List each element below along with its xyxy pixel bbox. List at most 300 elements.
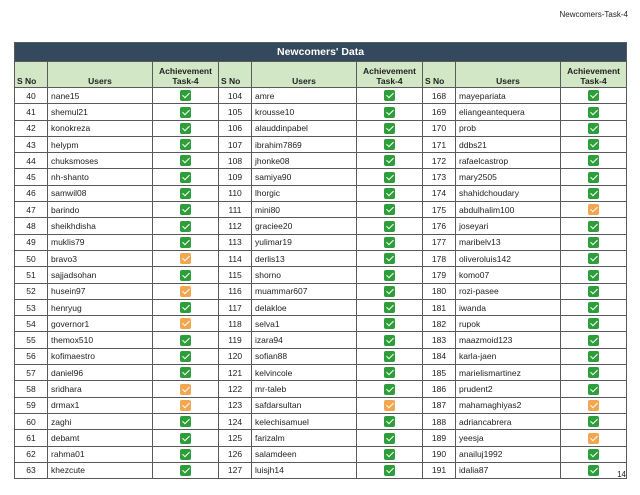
username-cell: kelechisamuel xyxy=(252,413,357,429)
achievement-cell xyxy=(153,267,219,283)
username-cell: bravo3 xyxy=(48,250,153,266)
table-row xyxy=(15,381,627,397)
achievement-cell xyxy=(357,218,423,234)
serial-number-cell: 174 xyxy=(423,185,456,201)
username-cell: chuksmoses xyxy=(48,153,153,169)
green-checkmark-icon xyxy=(588,221,599,232)
achievement-cell xyxy=(153,397,219,413)
username-cell: mary2505 xyxy=(456,169,561,185)
username-cell: graciee20 xyxy=(252,218,357,234)
achievement-cell xyxy=(153,462,219,478)
serial-number-cell: 54 xyxy=(15,316,48,332)
green-checkmark-icon xyxy=(384,465,395,476)
green-checkmark-icon xyxy=(180,107,191,118)
achievement-cell xyxy=(357,234,423,250)
achievement-cell xyxy=(153,234,219,250)
username-cell: shorno xyxy=(252,267,357,283)
username-cell: sofian88 xyxy=(252,348,357,364)
username-cell: maazmoid123 xyxy=(456,332,561,348)
username-cell: jhonke08 xyxy=(252,153,357,169)
achievement-cell xyxy=(153,446,219,462)
green-checkmark-icon xyxy=(180,139,191,150)
serial-number-cell: 169 xyxy=(423,104,456,120)
achievement-cell xyxy=(153,104,219,120)
table-row xyxy=(15,446,627,462)
achievement-cell xyxy=(153,430,219,446)
serial-number-cell: 56 xyxy=(15,348,48,364)
achievement-cell xyxy=(561,153,627,169)
column-header-sno: S No xyxy=(423,62,456,88)
username-cell: drmax1 xyxy=(48,397,153,413)
serial-number-cell: 124 xyxy=(219,413,252,429)
achievement-cell xyxy=(153,250,219,266)
green-checkmark-icon xyxy=(384,433,395,444)
green-checkmark-icon xyxy=(384,302,395,313)
username-cell: muklis79 xyxy=(48,234,153,250)
column-header-sno: S No xyxy=(15,62,48,88)
serial-number-cell: 109 xyxy=(219,169,252,185)
username-cell: debamt xyxy=(48,430,153,446)
green-checkmark-icon xyxy=(384,237,395,248)
achievement-cell xyxy=(153,381,219,397)
username-cell: mini80 xyxy=(252,202,357,218)
achievement-cell xyxy=(357,267,423,283)
green-checkmark-icon xyxy=(588,237,599,248)
table-row xyxy=(15,413,627,429)
green-checkmark-icon xyxy=(588,351,599,362)
table-row xyxy=(15,202,627,218)
green-checkmark-icon xyxy=(384,416,395,427)
username-cell: konokreza xyxy=(48,120,153,136)
username-cell: khezcute xyxy=(48,462,153,478)
achievement-cell xyxy=(561,413,627,429)
achievement-cell xyxy=(357,316,423,332)
username-cell: idalia87 xyxy=(456,462,561,478)
green-checkmark-icon xyxy=(180,188,191,199)
achievement-cell xyxy=(357,283,423,299)
achievement-cell xyxy=(561,430,627,446)
green-checkmark-icon xyxy=(588,416,599,427)
achievement-cell xyxy=(561,365,627,381)
achievement-cell xyxy=(357,136,423,152)
serial-number-cell: 177 xyxy=(423,234,456,250)
table-title: Newcomers' Data xyxy=(15,43,627,62)
serial-number-cell: 110 xyxy=(219,185,252,201)
username-cell: maribelv13 xyxy=(456,234,561,250)
username-cell: lhorgic xyxy=(252,185,357,201)
green-checkmark-icon xyxy=(384,188,395,199)
serial-number-cell: 183 xyxy=(423,332,456,348)
green-checkmark-icon xyxy=(384,139,395,150)
achievement-cell xyxy=(357,169,423,185)
achievement-cell xyxy=(357,202,423,218)
achievement-cell xyxy=(357,430,423,446)
serial-number-cell: 188 xyxy=(423,413,456,429)
serial-number-cell: 181 xyxy=(423,299,456,315)
achievement-cell xyxy=(153,202,219,218)
username-cell: samiya90 xyxy=(252,169,357,185)
green-checkmark-icon xyxy=(588,155,599,166)
serial-number-cell: 180 xyxy=(423,283,456,299)
username-cell: kelvincole xyxy=(252,365,357,381)
table-row xyxy=(15,365,627,381)
achievement-cell xyxy=(357,365,423,381)
achievement-cell xyxy=(357,348,423,364)
username-cell: shemul21 xyxy=(48,104,153,120)
serial-number-cell: 48 xyxy=(15,218,48,234)
serial-number-cell: 44 xyxy=(15,153,48,169)
achievement-cell xyxy=(561,185,627,201)
username-cell: daniel96 xyxy=(48,365,153,381)
username-cell: henryug xyxy=(48,299,153,315)
green-checkmark-icon xyxy=(384,351,395,362)
achievement-cell xyxy=(153,348,219,364)
table-row xyxy=(15,299,627,315)
serial-number-cell: 53 xyxy=(15,299,48,315)
table-row xyxy=(15,250,627,266)
achievement-cell xyxy=(561,250,627,266)
serial-number-cell: 187 xyxy=(423,397,456,413)
achievement-cell xyxy=(561,136,627,152)
username-cell: kofimaestro xyxy=(48,348,153,364)
serial-number-cell: 62 xyxy=(15,446,48,462)
green-checkmark-icon xyxy=(180,270,191,281)
green-checkmark-icon xyxy=(180,449,191,460)
achievement-cell xyxy=(153,283,219,299)
username-cell: sajjadsohan xyxy=(48,267,153,283)
column-header-users: Users xyxy=(252,62,357,88)
green-checkmark-icon xyxy=(588,286,599,297)
username-cell: nane15 xyxy=(48,88,153,104)
username-cell: prob xyxy=(456,120,561,136)
username-cell: joseyari xyxy=(456,218,561,234)
serial-number-cell: 117 xyxy=(219,299,252,315)
username-cell: sheikhdisha xyxy=(48,218,153,234)
table-row xyxy=(15,185,627,201)
achievement-cell xyxy=(561,446,627,462)
serial-number-cell: 191 xyxy=(423,462,456,478)
username-cell: yulimar19 xyxy=(252,234,357,250)
achievement-cell xyxy=(357,250,423,266)
achievement-cell xyxy=(561,120,627,136)
green-checkmark-icon xyxy=(588,335,599,346)
column-header-users: Users xyxy=(456,62,561,88)
serial-number-cell: 50 xyxy=(15,250,48,266)
table-row xyxy=(15,218,627,234)
green-checkmark-icon xyxy=(180,433,191,444)
username-cell: derlis13 xyxy=(252,250,357,266)
green-checkmark-icon xyxy=(384,253,395,264)
serial-number-cell: 47 xyxy=(15,202,48,218)
serial-number-cell: 120 xyxy=(219,348,252,364)
achievement-cell xyxy=(153,218,219,234)
serial-number-cell: 189 xyxy=(423,430,456,446)
serial-number-cell: 55 xyxy=(15,332,48,348)
green-checkmark-icon xyxy=(588,367,599,378)
serial-number-cell: 104 xyxy=(219,88,252,104)
username-cell: rupok xyxy=(456,316,561,332)
username-cell: alauddinpabel xyxy=(252,120,357,136)
green-checkmark-icon xyxy=(588,188,599,199)
achievement-cell xyxy=(153,185,219,201)
serial-number-cell: 176 xyxy=(423,218,456,234)
serial-number-cell: 111 xyxy=(219,202,252,218)
serial-number-cell: 105 xyxy=(219,104,252,120)
green-checkmark-icon xyxy=(180,155,191,166)
table-row xyxy=(15,136,627,152)
serial-number-cell: 60 xyxy=(15,413,48,429)
achievement-cell xyxy=(357,381,423,397)
username-cell: salamdeen xyxy=(252,446,357,462)
green-checkmark-icon xyxy=(588,449,599,460)
green-checkmark-icon xyxy=(180,90,191,101)
achievement-cell xyxy=(561,267,627,283)
table-row xyxy=(15,88,627,104)
green-checkmark-icon xyxy=(588,465,599,476)
serial-number-cell: 173 xyxy=(423,169,456,185)
achievement-cell xyxy=(153,153,219,169)
orange-checkmark-icon xyxy=(384,400,395,411)
table-row xyxy=(15,283,627,299)
username-cell: safdarsultan xyxy=(252,397,357,413)
green-checkmark-icon xyxy=(384,155,395,166)
username-cell: barindo xyxy=(48,202,153,218)
orange-checkmark-icon xyxy=(180,384,191,395)
column-header-users: Users xyxy=(48,62,153,88)
orange-checkmark-icon xyxy=(588,204,599,215)
achievement-cell xyxy=(561,218,627,234)
serial-number-cell: 125 xyxy=(219,430,252,446)
username-cell: zaghi xyxy=(48,413,153,429)
table-row xyxy=(15,234,627,250)
serial-number-cell: 190 xyxy=(423,446,456,462)
page-number: 14 xyxy=(617,470,626,479)
green-checkmark-icon xyxy=(180,204,191,215)
green-checkmark-icon xyxy=(384,286,395,297)
username-cell: ibrahim7869 xyxy=(252,136,357,152)
username-cell: adriancabrera xyxy=(456,413,561,429)
green-checkmark-icon xyxy=(180,335,191,346)
table-row xyxy=(15,104,627,120)
username-cell: muammar607 xyxy=(252,283,357,299)
username-cell: mayepariata xyxy=(456,88,561,104)
serial-number-cell: 106 xyxy=(219,120,252,136)
serial-number-cell: 57 xyxy=(15,365,48,381)
achievement-cell xyxy=(561,348,627,364)
table-row xyxy=(15,348,627,364)
orange-checkmark-icon xyxy=(180,318,191,329)
achievement-cell xyxy=(153,413,219,429)
username-cell: delakloe xyxy=(252,299,357,315)
green-checkmark-icon xyxy=(384,449,395,460)
achievement-cell xyxy=(357,299,423,315)
serial-number-cell: 63 xyxy=(15,462,48,478)
username-cell: governor1 xyxy=(48,316,153,332)
achievement-cell xyxy=(357,88,423,104)
username-cell: rozi-pasee xyxy=(456,283,561,299)
green-checkmark-icon xyxy=(180,123,191,134)
achievement-cell xyxy=(561,234,627,250)
orange-checkmark-icon xyxy=(180,400,191,411)
green-checkmark-icon xyxy=(588,318,599,329)
achievement-cell xyxy=(561,88,627,104)
username-cell: husein97 xyxy=(48,283,153,299)
green-checkmark-icon xyxy=(588,90,599,101)
green-checkmark-icon xyxy=(180,221,191,232)
username-cell: mr-taleb xyxy=(252,381,357,397)
achievement-cell xyxy=(153,120,219,136)
username-cell: komo07 xyxy=(456,267,561,283)
table-row xyxy=(15,397,627,413)
username-cell: ddbs21 xyxy=(456,136,561,152)
green-checkmark-icon xyxy=(588,172,599,183)
username-cell: krousse10 xyxy=(252,104,357,120)
table-row xyxy=(15,430,627,446)
serial-number-cell: 123 xyxy=(219,397,252,413)
username-cell: selva1 xyxy=(252,316,357,332)
achievement-cell xyxy=(357,413,423,429)
username-cell: samwil08 xyxy=(48,185,153,201)
username-cell: themox510 xyxy=(48,332,153,348)
green-checkmark-icon xyxy=(180,302,191,313)
serial-number-cell: 119 xyxy=(219,332,252,348)
achievement-cell xyxy=(357,332,423,348)
username-cell: luisjh14 xyxy=(252,462,357,478)
green-checkmark-icon xyxy=(384,221,395,232)
serial-number-cell: 107 xyxy=(219,136,252,152)
table-row xyxy=(15,153,627,169)
green-checkmark-icon xyxy=(384,107,395,118)
serial-number-cell: 168 xyxy=(423,88,456,104)
serial-number-cell: 112 xyxy=(219,218,252,234)
achievement-cell xyxy=(153,169,219,185)
green-checkmark-icon xyxy=(384,204,395,215)
username-cell: abdulhalim100 xyxy=(456,202,561,218)
achievement-cell xyxy=(357,153,423,169)
green-checkmark-icon xyxy=(384,367,395,378)
serial-number-cell: 115 xyxy=(219,267,252,283)
column-header-achievement: Achievement Task-4 xyxy=(561,62,627,88)
green-checkmark-icon xyxy=(588,107,599,118)
green-checkmark-icon xyxy=(588,139,599,150)
achievement-cell xyxy=(561,169,627,185)
green-checkmark-icon xyxy=(384,335,395,346)
username-cell: rafaelcastrop xyxy=(456,153,561,169)
green-checkmark-icon xyxy=(588,253,599,264)
column-header-achievement: Achievement Task-4 xyxy=(153,62,219,88)
green-checkmark-icon xyxy=(180,172,191,183)
username-cell: yeesja xyxy=(456,430,561,446)
document-header: Newcomers-Task-4 xyxy=(559,10,628,19)
achievement-cell xyxy=(153,365,219,381)
serial-number-cell: 52 xyxy=(15,283,48,299)
orange-checkmark-icon xyxy=(180,253,191,264)
serial-number-cell: 118 xyxy=(219,316,252,332)
serial-number-cell: 179 xyxy=(423,267,456,283)
username-cell: rahma01 xyxy=(48,446,153,462)
serial-number-cell: 178 xyxy=(423,250,456,266)
serial-number-cell: 108 xyxy=(219,153,252,169)
achievement-cell xyxy=(153,316,219,332)
username-cell: farizalm xyxy=(252,430,357,446)
serial-number-cell: 184 xyxy=(423,348,456,364)
achievement-cell xyxy=(561,397,627,413)
column-header-sno: S No xyxy=(219,62,252,88)
green-checkmark-icon xyxy=(384,90,395,101)
orange-checkmark-icon xyxy=(588,433,599,444)
column-header-achievement: Achievement Task-4 xyxy=(357,62,423,88)
username-cell: izara94 xyxy=(252,332,357,348)
achievement-cell xyxy=(153,299,219,315)
green-checkmark-icon xyxy=(180,367,191,378)
username-cell: oliveroluis142 xyxy=(456,250,561,266)
table-body xyxy=(15,88,627,479)
serial-number-cell: 59 xyxy=(15,397,48,413)
achievement-cell xyxy=(561,299,627,315)
username-cell: marielismartinez xyxy=(456,365,561,381)
username-cell: prudent2 xyxy=(456,381,561,397)
username-cell: shahidchoudary xyxy=(456,185,561,201)
achievement-cell xyxy=(561,332,627,348)
serial-number-cell: 43 xyxy=(15,136,48,152)
serial-number-cell: 42 xyxy=(15,120,48,136)
achievement-cell xyxy=(561,202,627,218)
serial-number-cell: 49 xyxy=(15,234,48,250)
serial-number-cell: 45 xyxy=(15,169,48,185)
achievement-cell xyxy=(357,397,423,413)
serial-number-cell: 46 xyxy=(15,185,48,201)
serial-number-cell: 121 xyxy=(219,365,252,381)
achievement-cell xyxy=(561,316,627,332)
serial-number-cell: 175 xyxy=(423,202,456,218)
serial-number-cell: 114 xyxy=(219,250,252,266)
username-cell: amre xyxy=(252,88,357,104)
achievement-cell xyxy=(357,120,423,136)
serial-number-cell: 40 xyxy=(15,88,48,104)
table-row xyxy=(15,169,627,185)
achievement-cell xyxy=(561,104,627,120)
username-cell: iwanda xyxy=(456,299,561,315)
achievement-cell xyxy=(357,185,423,201)
serial-number-cell: 61 xyxy=(15,430,48,446)
achievement-cell xyxy=(153,136,219,152)
username-cell: karla-jaen xyxy=(456,348,561,364)
username-cell: helypm xyxy=(48,136,153,152)
username-cell: eliangeantequera xyxy=(456,104,561,120)
table-row xyxy=(15,316,627,332)
green-checkmark-icon xyxy=(180,237,191,248)
green-checkmark-icon xyxy=(384,270,395,281)
column-header-row xyxy=(15,62,627,88)
username-cell: anailuj1992 xyxy=(456,446,561,462)
username-cell: nh-shanto xyxy=(48,169,153,185)
serial-number-cell: 113 xyxy=(219,234,252,250)
serial-number-cell: 186 xyxy=(423,381,456,397)
green-checkmark-icon xyxy=(180,416,191,427)
green-checkmark-icon xyxy=(384,384,395,395)
serial-number-cell: 58 xyxy=(15,381,48,397)
table-row xyxy=(15,462,627,478)
green-checkmark-icon xyxy=(588,384,599,395)
green-checkmark-icon xyxy=(588,270,599,281)
achievement-cell xyxy=(357,104,423,120)
achievement-cell xyxy=(357,446,423,462)
green-checkmark-icon xyxy=(180,351,191,362)
serial-number-cell: 116 xyxy=(219,283,252,299)
serial-number-cell: 126 xyxy=(219,446,252,462)
achievement-cell xyxy=(153,332,219,348)
username-cell: sridhara xyxy=(48,381,153,397)
